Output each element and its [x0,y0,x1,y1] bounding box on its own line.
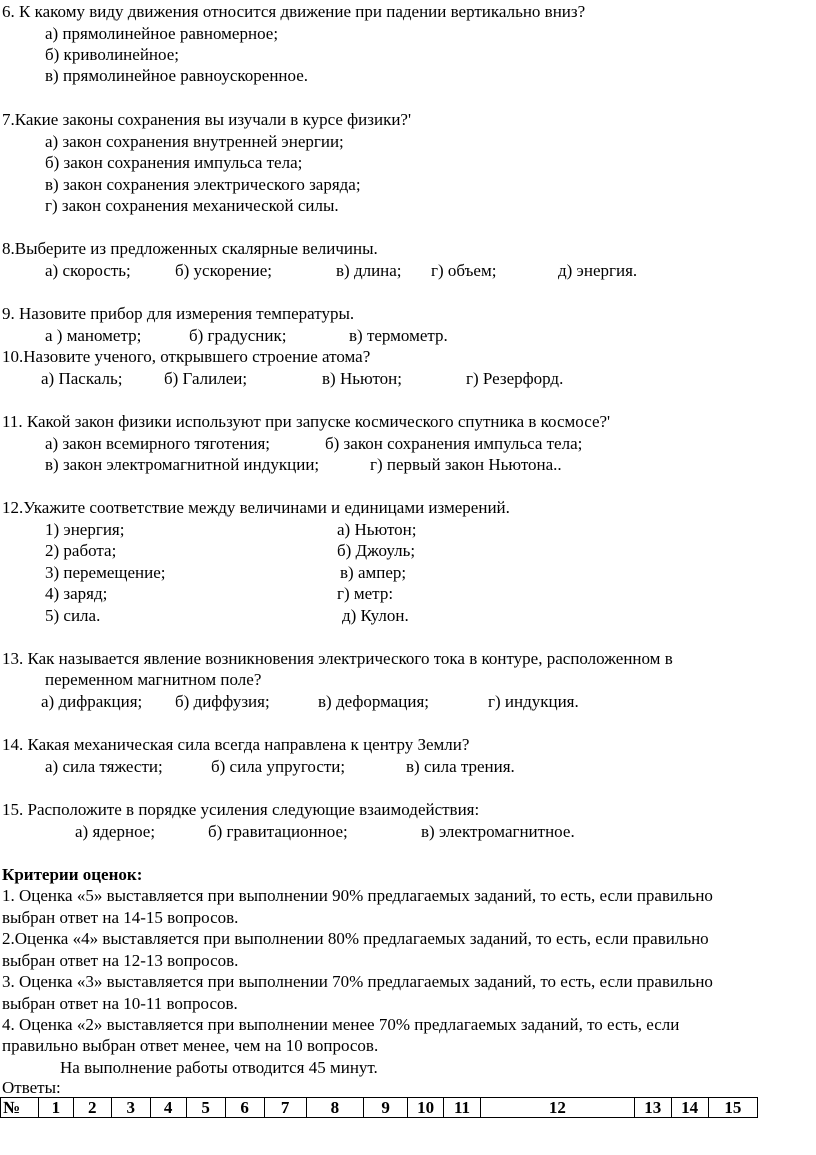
answers-header-7: 7 [264,1098,306,1118]
q10-option-b: б) Галилеи; [164,369,248,388]
q12-left-5: 5) сила. [45,606,101,625]
q7-option-a: а) закон сохранения внутренней энергии; [45,132,344,151]
q13-option-d: г) индукция. [488,692,579,711]
answers-header-row [1,1098,758,1118]
answers-header-1: 1 [38,1098,73,1118]
criteria-line-3: 2.Оценка «4» выставляется при выполнении 80% предлагаемых заданий, то есть, если правильно [2,929,709,948]
q12-right-2: б) Джоуль; [337,541,416,560]
answers-table [0,1097,758,1118]
answers-header-12: 12 [480,1098,634,1118]
question-12: 12.Укажите соответствие между величинами и единицами измерений. [2,498,510,517]
answers-header-11: 11 [444,1098,481,1118]
q14-option-b: б) сила упругости; [211,757,346,776]
answers-header-no: № [1,1098,39,1118]
q13-option-b: б) диффузия; [175,692,270,711]
question-13-line1: 13. Как называется явление возникновения электрического тока в контуре, расположенном в [2,649,673,668]
question-10: 10.Назовите ученого, открывшего строение атома? [2,347,371,366]
q7-option-c: в) закон сохранения электрического заряда; [45,175,361,194]
question-11: 11. Какой закон физики используют при запуске космического спутника в космосе?' [2,412,611,431]
q15-option-a: а) ядерное; [75,822,156,841]
answers-header-10: 10 [408,1098,444,1118]
q8-option-e: д) энергия. [558,261,638,280]
q9-option-c: в) термометр. [349,326,448,345]
q8-option-c: в) длина; [336,261,402,280]
q14-option-c: в) сила трения. [406,757,515,776]
q11-option-d: г) первый закон Ньютона.. [370,455,562,474]
criteria-line-6: выбран ответ на 10-11 вопросов. [2,994,238,1013]
answers-header-15: 15 [708,1098,757,1118]
criteria-line-1: 1. Оценка «5» выставляется при выполнении 90% предлагаемых заданий, то есть, если правильно [2,886,713,905]
q12-left-2: 2) работа; [45,541,117,560]
q12-left-1: 1) энергия; [45,520,125,539]
question-6: 6. К какому виду движения относится движение при падении вертикально вниз? [2,2,586,21]
answers-header-9: 9 [364,1098,408,1118]
criteria-line-8: правильно выбран ответ менее, чем на 10 вопросов. [2,1036,379,1055]
q12-right-3: в) ампер; [340,563,407,582]
criteria-title: Критерии оценок: [2,865,143,884]
q10-option-d: г) Резерфорд. [466,369,564,388]
question-13-line2: переменном магнитном поле? [45,670,262,689]
q9-option-b: б) градусник; [189,326,287,345]
question-15: 15. Расположите в порядке усиления следующие взаимодействия: [2,800,480,819]
question-8: 8.Выберите из предложенных скалярные величины. [2,239,378,258]
q10-option-c: в) Ньютон; [322,369,402,388]
q12-left-4: 4) заряд; [45,584,108,603]
criteria-line-4: выбран ответ на 12-13 вопросов. [2,951,239,970]
q6-option-b: б) криволинейное; [45,45,179,64]
q7-option-d: г) закон сохранения механической силы. [45,196,339,215]
criteria-line-7: 4. Оценка «2» выставляется при выполнении менее 70% предлагаемых заданий, то есть, если [2,1015,680,1034]
q8-option-a: а) скорость; [45,261,131,280]
q11-option-a: а) закон всемирного тяготения; [45,434,271,453]
q12-right-1: а) Ньютон; [337,520,417,539]
criteria-line-2: выбран ответ на 14-15 вопросов. [2,908,239,927]
answers-header-2: 2 [73,1098,111,1118]
q12-left-3: 3) перемещение; [45,563,166,582]
answers-label: Ответы: [2,1078,61,1097]
q6-option-a: а) прямолинейное равномерное; [45,24,279,43]
q15-option-b: б) гравитационное; [208,822,348,841]
q8-option-b: б) ускорение; [175,261,273,280]
answers-header-4: 4 [150,1098,186,1118]
answers-header-14: 14 [671,1098,708,1118]
q13-option-c: в) деформация; [318,692,430,711]
q12-right-4: г) метр: [337,584,394,603]
question-7: 7.Какие законы сохранения вы изучали в курсе физики?' [2,110,412,129]
answers-header-8: 8 [306,1098,363,1118]
q10-option-a: а) Паскаль; [41,369,123,388]
q13-option-a: а) дифракция; [41,692,143,711]
q11-option-b: б) закон сохранения импульса тела; [325,434,583,453]
q14-option-a: а) сила тяжести; [45,757,163,776]
answers-header-5: 5 [186,1098,225,1118]
q9-option-a: а ) манометр; [45,326,142,345]
q12-right-5: д) Кулон. [342,606,409,625]
question-14: 14. Какая механическая сила всегда направлена к центру Земли? [2,735,470,754]
criteria-line-5: 3. Оценка «3» выставляется при выполнении 70% предлагаемых заданий, то есть, если правильно [2,972,713,991]
question-9: 9. Назовите прибор для измерения температуры. [2,304,355,323]
q7-option-b: б) закон сохранения импульса тела; [45,153,303,172]
q15-option-c: в) электромагнитное. [421,822,575,841]
q8-option-d: г) объем; [431,261,497,280]
q11-option-c: в) закон электромагнитной индукции; [45,455,320,474]
time-allotted: На выполнение работы отводится 45 минут. [60,1058,378,1077]
answers-header-13: 13 [634,1098,671,1118]
q6-option-c: в) прямолинейное равноускоренное. [45,66,309,85]
answers-header-6: 6 [225,1098,264,1118]
answers-header-3: 3 [111,1098,150,1118]
